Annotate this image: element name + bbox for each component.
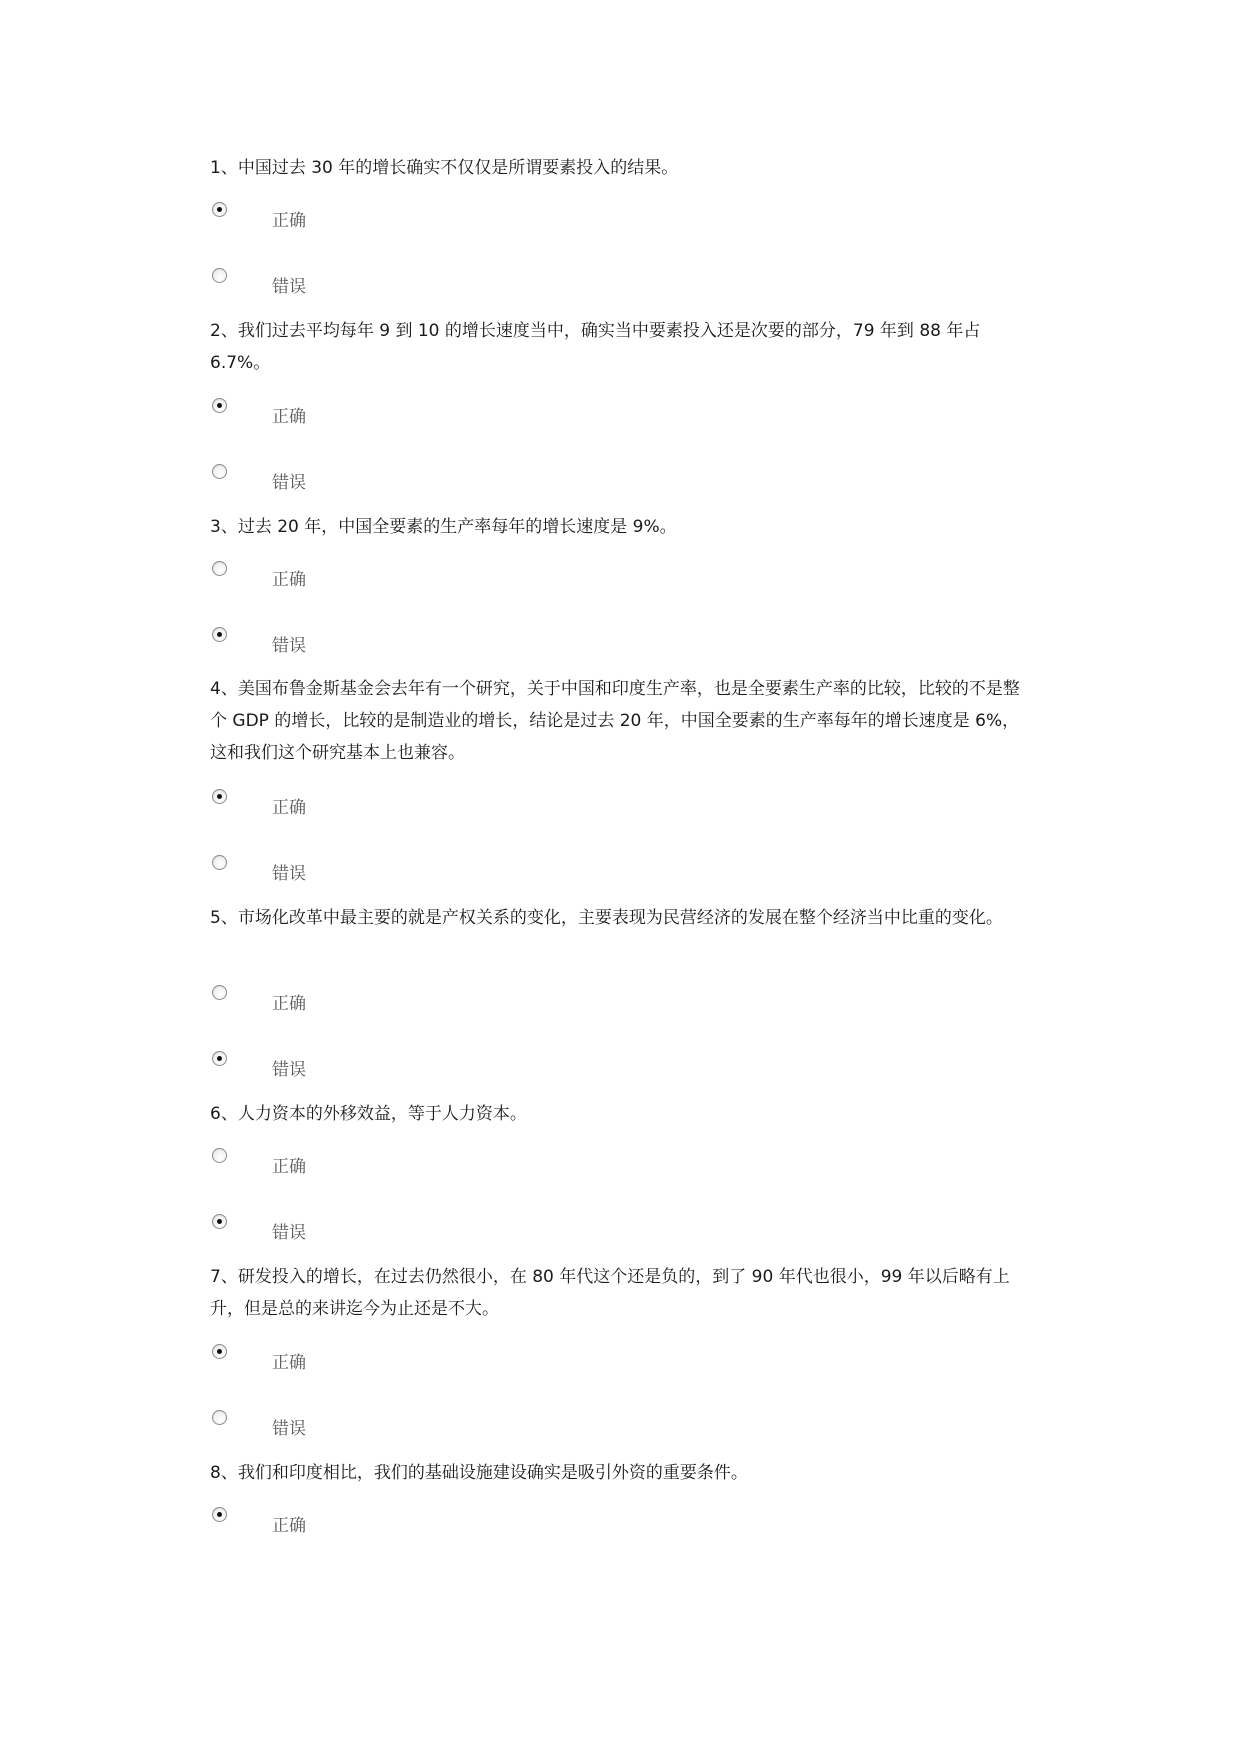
question-text: 8、我们和印度相比，我们的基础设施建设确实是吸引外资的重要条件。 [210,1463,748,1483]
option-label: 正确 [272,407,306,427]
question-2 [210,315,1030,493]
option-label: 正确 [272,1516,306,1536]
question-4 [210,673,1030,884]
radio-button[interactable] [212,855,227,870]
question-6 [210,1098,1030,1243]
option-label: 错误 [272,473,306,493]
radio-dot-icon [217,207,222,212]
radio-button[interactable] [212,561,227,576]
question-text: 7、研发投入的增长，在过去仍然很小，在 80 年代这个还是负的，到了 90 年代也很小，99 年以后略有上升，但是总的来讲迄今为止还是不大。 [210,1267,1010,1319]
question-8 [210,1457,1030,1536]
radio-button[interactable] [212,1214,227,1229]
option-correct[interactable] [210,985,510,1025]
radio-dot-icon [217,1056,222,1061]
option-label: 正确 [272,798,306,818]
option-wrong[interactable] [210,627,510,667]
radio-dot-icon [217,403,222,408]
radio-button[interactable] [212,1148,227,1163]
radio-dot-icon [217,1512,222,1517]
option-label: 错误 [272,1419,306,1439]
option-correct[interactable] [210,789,510,829]
radio-button[interactable] [212,627,227,642]
option-label: 正确 [272,1157,306,1177]
radio-button[interactable] [212,789,227,804]
question-text: 5、市场化改革中最主要的就是产权关系的变化，主要表现为民营经济的发展在整个经济当中比重的变化。 [210,908,1003,928]
question-text: 1、中国过去 30 年的增长确实不仅仅是所谓要素投入的结果。 [210,158,679,178]
question-text: 2、我们过去平均每年 9 到 10 的增长速度当中，确实当中要素投入还是次要的部分，79 年到 88 年占 6.7%。 [210,321,981,373]
option-label: 正确 [272,994,306,1014]
radio-button[interactable] [212,268,227,283]
option-wrong[interactable] [210,1051,510,1091]
radio-dot-icon [217,1219,222,1224]
radio-button[interactable] [212,1344,227,1359]
option-wrong[interactable] [210,855,510,895]
radio-button[interactable] [212,1507,227,1522]
question-text: 4、美国布鲁金斯基金会去年有一个研究，关于中国和印度生产率，也是全要素生产率的比较，比较的不是整个 GDP 的增长，比较的是制造业的增长，结论是过去 20 年，中国全要素的生产率每年的增长速度是 6%，这和我们这个研究基本上也兼容。 [210,679,1020,763]
radio-button[interactable] [212,1051,227,1066]
radio-dot-icon [217,632,222,637]
option-label: 正确 [272,1353,306,1373]
question-5 [210,902,1030,1080]
option-label: 错误 [272,1223,306,1243]
option-wrong[interactable] [210,1214,510,1254]
option-wrong[interactable] [210,268,510,308]
option-label: 错误 [272,864,306,884]
radio-button[interactable] [212,398,227,413]
option-correct[interactable] [210,398,510,438]
option-label: 正确 [272,211,306,231]
option-wrong[interactable] [210,1410,510,1450]
option-correct[interactable] [210,1344,510,1384]
option-correct[interactable] [210,1148,510,1188]
question-1 [210,152,1030,297]
option-wrong[interactable] [210,464,510,504]
radio-button[interactable] [212,1410,227,1425]
option-correct[interactable] [210,202,510,242]
option-label: 错误 [272,636,306,656]
question-3 [210,511,1030,656]
option-correct[interactable] [210,1507,510,1547]
option-label: 错误 [272,277,306,297]
option-correct[interactable] [210,561,510,601]
question-text: 3、过去 20 年，中国全要素的生产率每年的增长速度是 9%。 [210,517,677,537]
radio-button[interactable] [212,202,227,217]
radio-button[interactable] [212,985,227,1000]
radio-dot-icon [217,1349,222,1354]
option-label: 错误 [272,1060,306,1080]
option-label: 正确 [272,570,306,590]
radio-dot-icon [217,794,222,799]
question-text: 6、人力资本的外移效益，等于人力资本。 [210,1104,527,1124]
radio-button[interactable] [212,464,227,479]
question-7 [210,1261,1030,1439]
